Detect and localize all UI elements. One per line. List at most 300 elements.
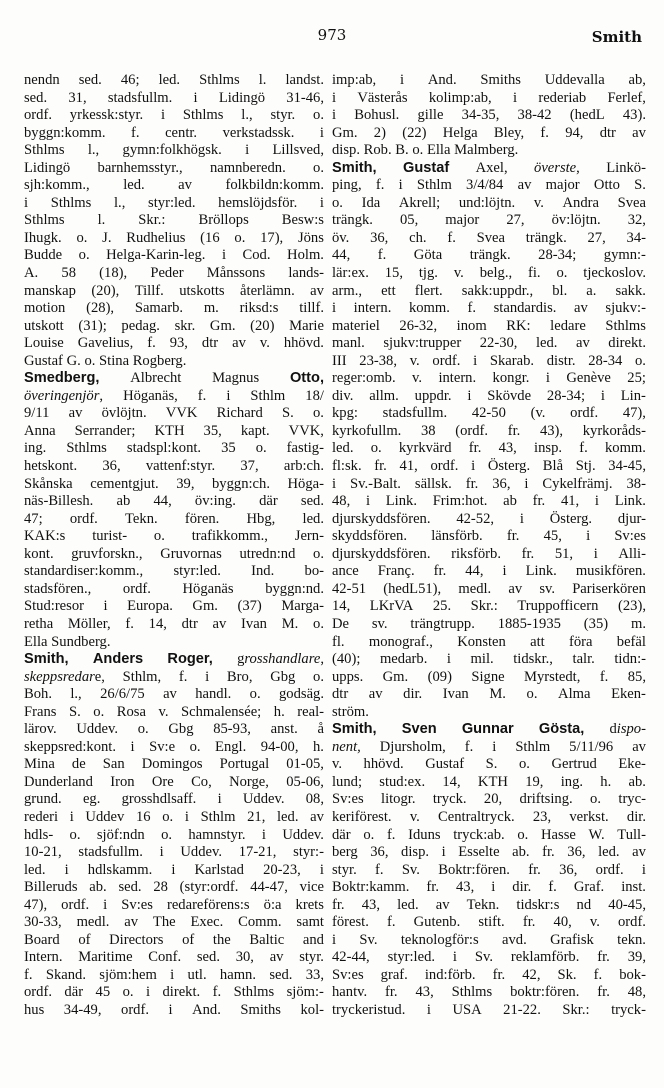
word: 36, [567, 844, 586, 861]
word: hus [24, 1001, 45, 1018]
word: 42-50 [471, 405, 506, 422]
text-line [332, 669, 646, 687]
word: (16 [200, 229, 220, 246]
word: 28 [153, 879, 168, 896]
text-line [24, 844, 324, 862]
word: 39, [176, 475, 195, 492]
word: Akrell; [398, 194, 441, 211]
word: Ore [151, 773, 174, 790]
text-line [24, 511, 324, 529]
word: Peder [150, 265, 184, 282]
text-line [332, 247, 646, 265]
word: sjh:komm., [24, 177, 90, 194]
word: 1885-1935 [497, 615, 561, 632]
word: i [145, 984, 151, 1001]
word: 34-45, [608, 458, 646, 475]
word: hamnstyr. [188, 826, 246, 843]
word: fr. [433, 563, 447, 580]
word: Skr.: [138, 212, 166, 229]
word: sällsk. [414, 475, 452, 492]
word: o. [635, 352, 646, 369]
word: f. [579, 440, 588, 457]
word: f. [386, 826, 396, 843]
word: o. [313, 107, 324, 124]
word: Engl. [215, 738, 247, 755]
word: Board [24, 931, 60, 948]
word: i [491, 879, 496, 896]
word: fr. [542, 844, 555, 861]
word: M. [281, 615, 299, 632]
text-line [332, 265, 646, 283]
word: Norge, [229, 773, 269, 790]
word: i [130, 738, 135, 755]
word: bl. [552, 282, 568, 299]
text-line [24, 879, 324, 897]
word: Alli- [618, 545, 646, 562]
word: (37) [237, 598, 262, 615]
word: imp:ab, [332, 72, 377, 88]
word: f. [131, 124, 140, 141]
word: RK: [506, 317, 531, 334]
word: Otto, [289, 370, 324, 387]
word: i [319, 194, 324, 211]
word: 27, [587, 229, 606, 246]
word: VVK [165, 405, 198, 422]
word: Uddev. [76, 721, 118, 738]
word: 41, [399, 458, 418, 475]
word: i [426, 1001, 431, 1018]
word: trängk. [469, 247, 511, 264]
word: Ind. [251, 563, 275, 580]
word: v. [158, 703, 169, 720]
word: Sv:es [121, 896, 153, 913]
text-line [332, 388, 646, 406]
word: o. [78, 247, 90, 264]
word: led. [598, 844, 620, 861]
word: VVK, [288, 422, 324, 439]
word: o. [161, 826, 173, 843]
word: uppdr. [414, 387, 452, 404]
word: Helga [442, 124, 478, 141]
word: lund; [332, 773, 362, 790]
word: utskott [24, 317, 64, 334]
word: i [69, 808, 74, 825]
text-line [332, 897, 646, 915]
word: av [517, 177, 532, 194]
word: av [212, 615, 227, 632]
word: h. [313, 738, 324, 755]
word: l. [258, 72, 267, 88]
word: o. [518, 756, 530, 773]
word: Ihugk. [24, 229, 62, 246]
word: Gutenb. [413, 914, 461, 931]
word: manl. [332, 335, 365, 352]
word: djurskyddsfören. [332, 545, 431, 562]
word: 48, [332, 493, 351, 510]
word: avd. [502, 931, 527, 948]
word: Linkö- [606, 159, 646, 176]
text-line [24, 300, 324, 318]
word: Gm. [192, 598, 218, 615]
word: hemslöjdsför. [218, 194, 298, 211]
word: i [103, 598, 108, 615]
word: medl. [458, 580, 492, 597]
word: v. [453, 265, 464, 282]
text-line [332, 949, 646, 967]
word: f. [548, 879, 557, 896]
word: krets [295, 896, 324, 913]
text-line [24, 932, 324, 950]
word: i [452, 949, 457, 966]
word: Conf. [148, 949, 182, 966]
word: 20, [483, 791, 503, 808]
word: Portugal [219, 756, 270, 773]
word: keriförest. [332, 808, 392, 825]
word: 28-34 [588, 352, 623, 369]
word: 31-46, [286, 89, 324, 106]
word: reklamförb. [510, 949, 580, 966]
word: ing. [24, 440, 47, 457]
word: tjeckoslov. [583, 265, 646, 282]
text-line [24, 335, 324, 353]
word: 41, [560, 493, 580, 510]
word: graf. [380, 966, 408, 983]
word: i [261, 826, 266, 843]
word: 5/11/96 [569, 738, 614, 755]
text-line [332, 704, 646, 722]
word: dtr [332, 686, 349, 703]
word: 44-47, [250, 879, 288, 896]
word: sed. [78, 72, 102, 88]
word: medl. [76, 914, 110, 931]
word: Tekn. [125, 510, 158, 527]
text-line [332, 370, 646, 388]
word: i [171, 861, 176, 878]
word: i [473, 352, 478, 369]
word: nendn [24, 72, 60, 88]
text-line [332, 125, 646, 143]
text-line [24, 353, 324, 371]
word: Blå [542, 458, 564, 475]
text-line [332, 686, 646, 704]
word: byggn:nd. [265, 580, 324, 597]
text-line [24, 1002, 324, 1020]
word: Gm. [382, 668, 409, 685]
word: 27, [506, 212, 525, 229]
word: f. [212, 984, 222, 1001]
word: centr. [165, 124, 198, 141]
word: Sthlms [24, 212, 65, 229]
word: nent, [332, 738, 361, 755]
text-line [332, 914, 646, 932]
text-line [332, 739, 646, 757]
word: i [492, 738, 497, 755]
word: Rosa [116, 703, 146, 720]
word: hdlskamm. [87, 861, 153, 878]
word: ordf. [617, 914, 646, 931]
word: i [441, 844, 446, 861]
word: o. [189, 738, 201, 755]
word: Smiths [480, 72, 521, 88]
word: ordf. [69, 510, 98, 527]
word: Link. [385, 493, 417, 510]
word: stadspl:kont. [126, 440, 202, 457]
word: o. [162, 808, 174, 825]
word: III [332, 352, 347, 369]
word: bo- [304, 563, 324, 580]
word: Höga- [287, 475, 324, 492]
word: 14, [442, 773, 461, 790]
text-line [332, 651, 646, 669]
word: Samarb. [134, 300, 184, 317]
word: driftsing. [519, 791, 573, 808]
word: Sthlms [605, 317, 646, 334]
word: av [368, 686, 383, 703]
word: insp. [534, 440, 563, 457]
text-line [24, 598, 324, 616]
word: 35 [221, 440, 236, 457]
word: o. [84, 352, 96, 369]
word: ordf. [595, 861, 624, 878]
text-line [24, 405, 324, 423]
word: 34-49, [63, 1001, 102, 1018]
word: i [319, 861, 324, 878]
word: tryck. [432, 791, 467, 808]
word: 51, [554, 545, 574, 562]
word: Smith, [332, 159, 377, 176]
text-line [24, 651, 324, 669]
word: av [310, 282, 324, 299]
word: 23, [532, 808, 552, 825]
word: i [64, 861, 69, 878]
word: Truppofficern [517, 598, 599, 615]
word: Rogberg. [132, 352, 187, 369]
word: skyddsfören. [332, 528, 407, 545]
word: av [232, 335, 246, 352]
text-line [332, 423, 646, 441]
word: Boh. [24, 686, 52, 703]
word: ö:a [263, 896, 282, 913]
word: Bröllops [198, 212, 249, 229]
word: Serrander; [74, 422, 136, 439]
word: monograf., [368, 633, 433, 650]
word: i [184, 808, 189, 825]
word: Möller, [67, 615, 111, 632]
word: ordf. [570, 405, 599, 422]
word: sjöm:hem [99, 966, 157, 983]
word: redareförens:s [166, 896, 250, 913]
word: ledare [550, 317, 586, 334]
word: turist- [92, 528, 128, 545]
word: trafikkomm., [191, 528, 268, 545]
word: 38- [626, 475, 646, 492]
word: sakk. [615, 282, 646, 299]
word: fr. [532, 493, 546, 510]
word: fr. [492, 966, 506, 983]
text-line [332, 335, 646, 353]
word: hantv. [332, 984, 368, 1001]
text-line [332, 440, 646, 458]
word: allm. [369, 387, 399, 404]
word: f. [377, 247, 387, 264]
word: 43), [539, 422, 564, 439]
word: Jöns [297, 229, 324, 246]
word: De [332, 615, 350, 632]
word: i [245, 142, 250, 159]
word: KAK:s [24, 528, 66, 545]
word: 44, [153, 493, 172, 510]
word: l. [97, 212, 106, 229]
word: led. [24, 861, 46, 878]
word: 36, [559, 861, 578, 878]
word: f. [375, 177, 385, 194]
word: Iron [110, 773, 135, 790]
word: fr. [507, 422, 521, 439]
word: 01-05, [286, 756, 324, 773]
word: verkstadssk. [222, 124, 295, 141]
text-line [332, 107, 646, 125]
word: 40-45, [608, 896, 646, 913]
word: utredn:nd [239, 545, 296, 562]
word: v. [409, 352, 420, 369]
word: kpg: [332, 405, 358, 422]
text-line [332, 791, 646, 809]
word: av [178, 177, 192, 194]
word: ch. [409, 229, 427, 246]
word: 36, [370, 844, 389, 861]
word: Gruvornas [160, 545, 222, 562]
word: överingenjör, [24, 387, 104, 404]
word: i [103, 896, 108, 913]
word: l., [114, 194, 126, 211]
word: i [399, 72, 405, 88]
word: fr. [521, 545, 535, 562]
word: Smith, [24, 651, 69, 668]
word: Franç. [377, 563, 415, 580]
word: f. [447, 229, 456, 246]
word: of [182, 931, 195, 948]
word: Andra [562, 194, 599, 211]
word: nd [576, 896, 592, 913]
text-line [332, 511, 646, 529]
word: (09) [427, 668, 452, 685]
word: hamn. [219, 966, 256, 983]
word: o. [249, 686, 261, 703]
word: Malmberg. [454, 142, 519, 159]
word: i [24, 194, 29, 211]
text-line [24, 704, 324, 722]
word: 25. [432, 598, 452, 615]
word: belg., [479, 265, 513, 282]
word: led. [123, 177, 145, 194]
word: fastig- [286, 440, 324, 457]
word: v. [409, 808, 420, 825]
word: f. [467, 300, 477, 317]
word: Karlstad [194, 861, 244, 878]
word: (22) [402, 124, 427, 141]
word: komm. [408, 300, 450, 317]
word: 43, [415, 984, 434, 1001]
word: Anders [92, 651, 144, 668]
text-line [24, 90, 324, 108]
word: 28-34; [546, 387, 586, 404]
word: v. [589, 914, 600, 931]
word: dtr [201, 335, 219, 352]
word: 15, [384, 265, 403, 282]
word: Graf. [573, 879, 605, 896]
word: Sv:e [149, 738, 176, 755]
word: lärov. [24, 721, 57, 738]
word: Skövde [487, 387, 532, 404]
word: reger:omb. [332, 370, 396, 387]
text-line [332, 967, 646, 985]
word: f. [540, 124, 549, 141]
word: 05-06, [286, 773, 324, 790]
word: major [445, 212, 480, 229]
word: 26-32, [399, 317, 438, 334]
word: Skr.: [470, 598, 498, 615]
word: led. [302, 510, 324, 527]
word: tidskr., [513, 651, 553, 668]
word: 42-44, [332, 949, 370, 966]
word: av [68, 405, 83, 422]
word: Rudhelius [126, 229, 186, 246]
word: f. [197, 387, 207, 404]
word: B. [395, 142, 409, 159]
word: Myrstedt, [524, 668, 581, 685]
text-line [24, 160, 324, 178]
word: Iduns [408, 826, 441, 843]
word: ab. [628, 773, 646, 790]
word: Roger, [167, 651, 213, 668]
word: i [524, 475, 529, 492]
word: inst. [621, 879, 646, 896]
text-line [24, 476, 324, 494]
word: ping, [332, 177, 362, 194]
word: kyrkofullm. [332, 422, 402, 439]
word: 21-22. [503, 1001, 541, 1018]
word: byggn:ch. [212, 475, 270, 492]
text-line [24, 423, 324, 441]
word: Frans [24, 703, 57, 720]
word: hhövd. [283, 335, 324, 352]
word: hdls- [24, 826, 54, 843]
word: Sk. [557, 966, 577, 983]
word: godsäg. [279, 686, 324, 703]
word: o. [93, 703, 105, 720]
word: ett [381, 282, 396, 299]
word: av [269, 949, 284, 966]
word: Otto [593, 177, 620, 194]
word: o. [122, 984, 134, 1001]
text-line [332, 528, 646, 546]
word: sed. [300, 493, 324, 510]
text-line [332, 774, 646, 792]
word: (styr:ordf. [179, 879, 239, 896]
word: direkt. [608, 335, 646, 352]
word: Gustaf [24, 352, 63, 369]
word: tryckeristud. [332, 1001, 406, 1018]
word: Ivan [241, 615, 267, 632]
word: byggn:komm. [24, 124, 106, 141]
word: i [467, 387, 472, 404]
word: länsförb. [431, 528, 483, 545]
word: Stj. [575, 458, 596, 475]
word: a. [586, 282, 597, 299]
word: Rob. [363, 142, 392, 159]
word: Louise [24, 335, 64, 352]
word: Sthlms [182, 107, 224, 124]
